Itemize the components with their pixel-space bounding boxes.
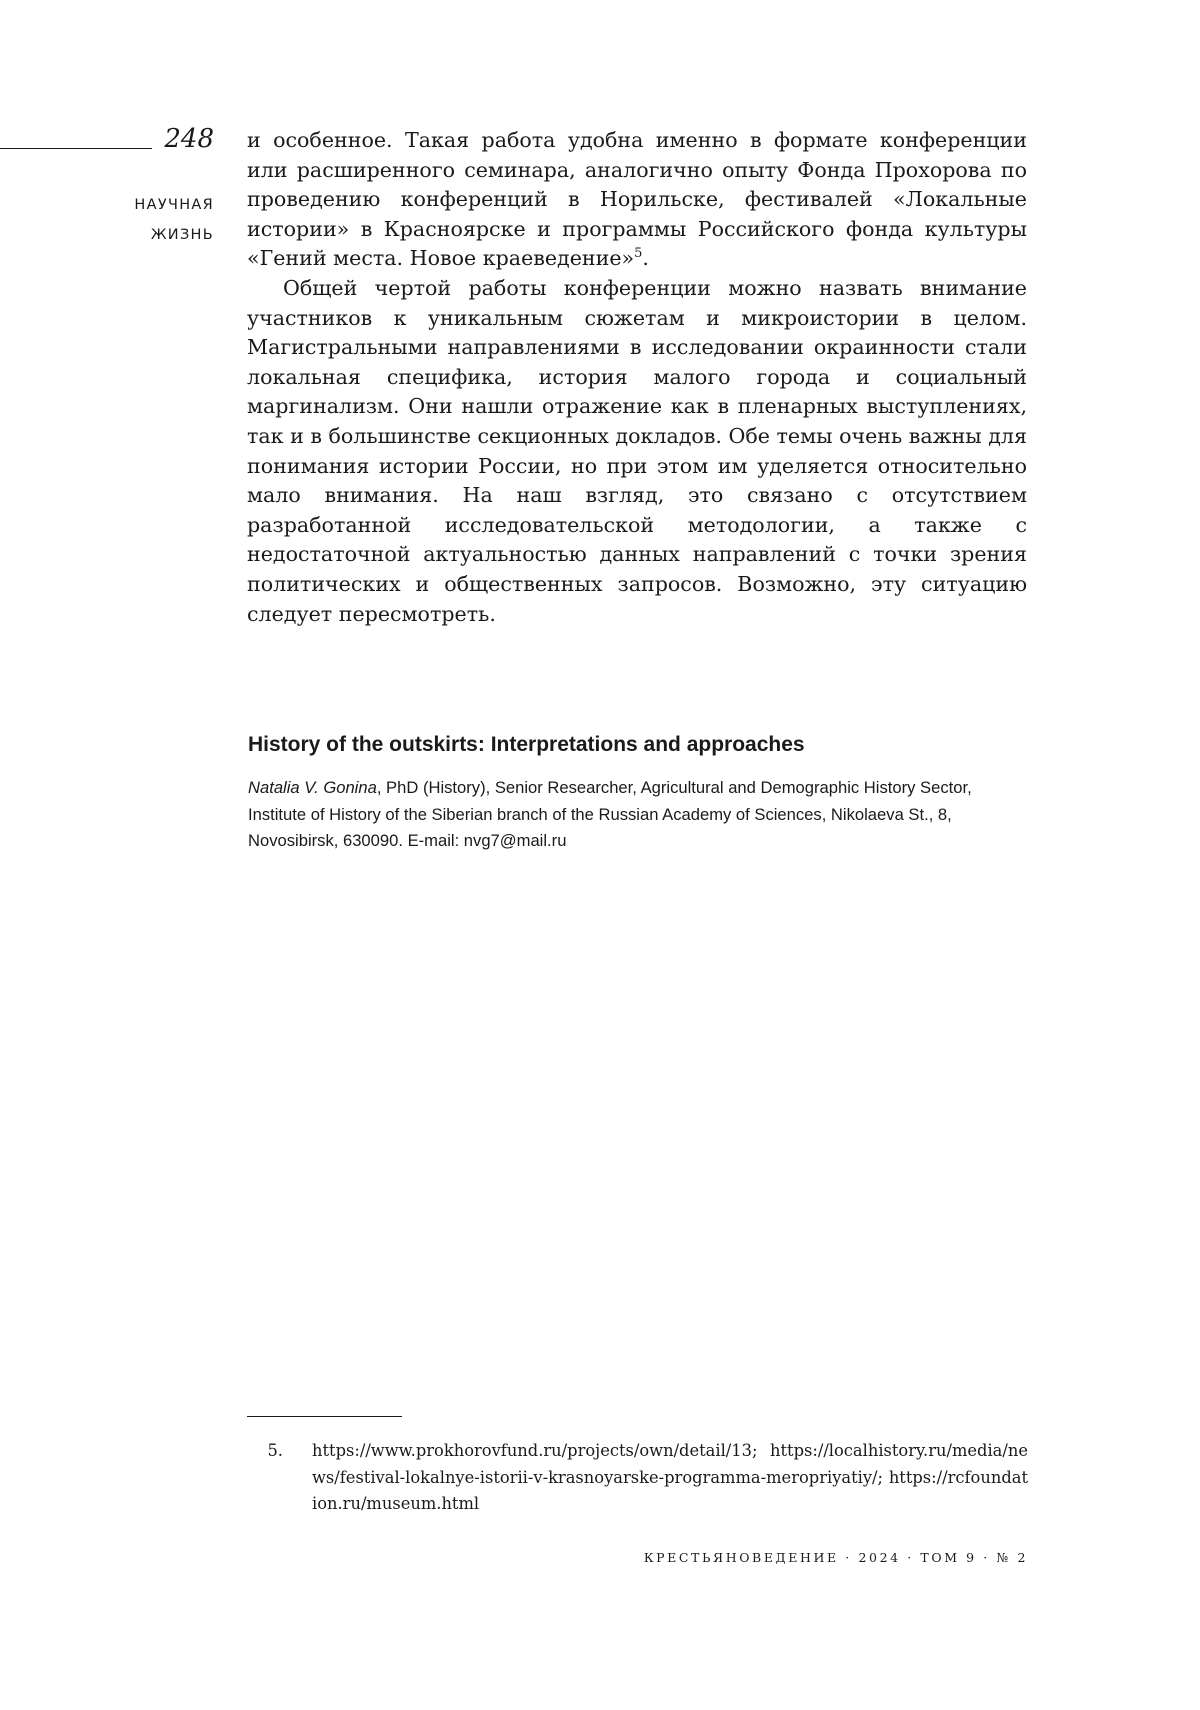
body-paragraph-2: Общей чертой работы конференции можно назвать внимание участников к уникальным сюжетам и микроистории в целом. Магистральными направлениями в исследовании окраинности стали локальная специфика, история малого города и социальный маргинализм. Они нашли отражение как в пленарных выступлениях, так и в большинстве секционных докладов. Обе темы очень важны для понимания истории России, но при этом им уделяется относительно мало внимания. На наш взгляд, это связано с отсутствием разработанной исследовательской методологии, а также с недостаточной актуальностью данных направлений с точки зрения политических и общественных запросов. Возможно, эту ситуацию следует пересмотреть. [247, 275, 1027, 626]
body-paragraph-1 [247, 126, 1027, 274]
footnote-number: 5. [267, 1441, 283, 1460]
author-info [248, 775, 1028, 855]
paragraph-1-text: и особенное. Такая работа удобна именно в формате конференции или расширенного семинара, аналогично опыту Фонда Прохорова по проведению конференций в Норильске, фестивалей «Локальные истории» в Красноярске и программы Российского фонда культуры «Гений места. Новое краеведение» [247, 128, 1027, 271]
footnote-reference: 5 [634, 246, 643, 262]
journal-footer: КРЕСТЬЯНОВЕДЕНИЕ · 2024 · ТОМ 9 · № 2 [643, 1550, 1028, 1565]
article-body [247, 126, 1027, 629]
page-number: 248 [164, 124, 214, 154]
english-abstract [248, 733, 1028, 855]
author-name: Natalia V. Gonina [248, 778, 377, 797]
section-label [100, 190, 214, 250]
section-label-line1: НАУЧНАЯ [134, 197, 214, 213]
paragraph-1-end: . [642, 246, 649, 271]
footnote-5 [267, 1438, 1028, 1518]
author-details: , PhD (History), Senior Researcher, Agricultural and Demographic History Sector, Institute of History of the Siberian branch of the Russian Academy of Sciences, Nikolaeva St., 8, Novosibirsk, 630090. E-mail: nvg7@mail.ru [248, 778, 972, 850]
footnote-text: https://www.prokhorovfund.ru/projects/own/detail/13; https://localhistory.ru/media/news/festival-lokalnye-istorii-v-krasnoyarske-programma-meropriyatiy/; https://rcfoundation.ru/museum.html [312, 1441, 1028, 1513]
abstract-title: History of the outskirts: Interpretations and approaches [248, 733, 805, 756]
header-rule [0, 148, 152, 149]
section-label-line2: ЖИЗНЬ [150, 227, 214, 243]
footnote-rule [247, 1416, 402, 1417]
